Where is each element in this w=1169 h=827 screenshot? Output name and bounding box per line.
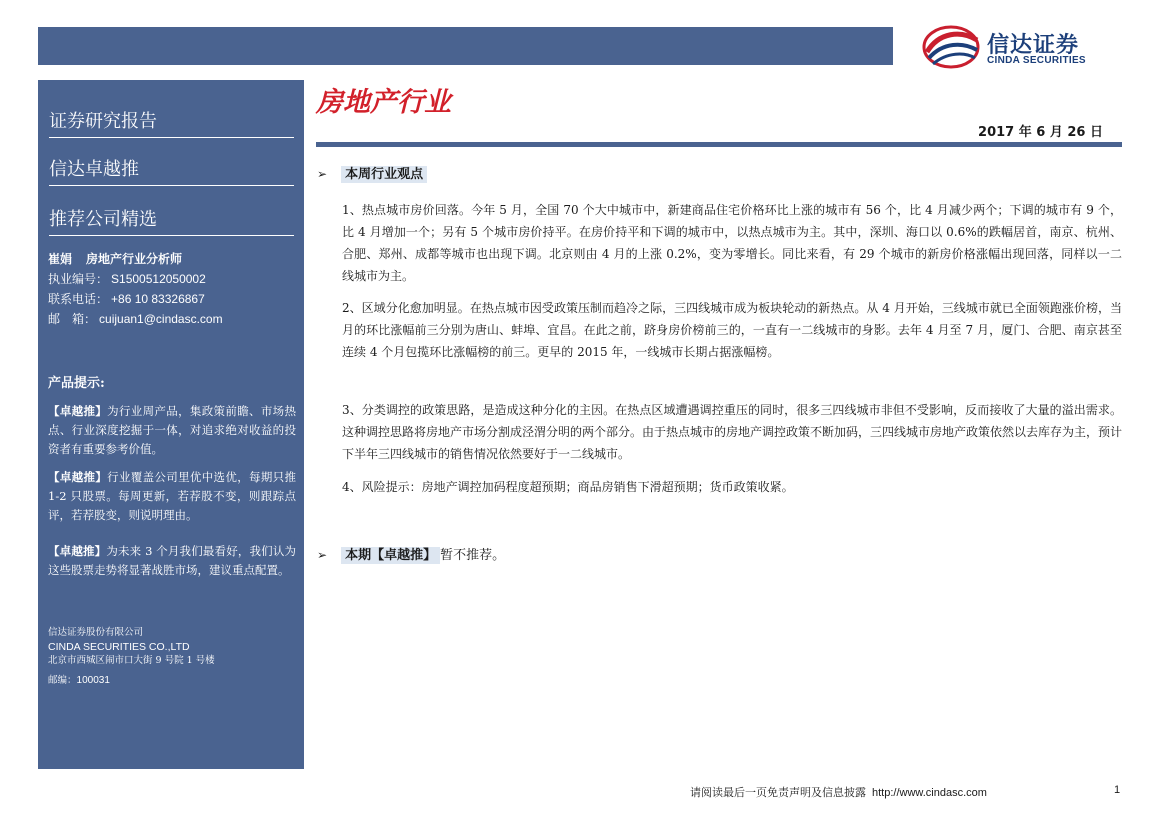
arrow-bullet-icon: ➢: [317, 548, 328, 562]
logo-cn-text: 信达证券: [987, 33, 1080, 58]
body-paragraph-1: 1、热点城市房价回落。今年 5 月，全国 70 个大中城市中，新建商品住宅价格环比上涨的城市有 56 个，比 4 月减少两个；下调的城市有 9 个，比 4 月增加一个；另有 5 个城市房价持平。在房价持平和下调的城市中，以热点城市为主。其中，深圳、海口以 0.6%的跌幅居首，南京、杭州、合肥、郑州、成都等城市也出现下调。北京则由 4 月的上涨 0.2%，变为零增长。同比来看，有 29 个城市的新房价格涨幅出现回落，同样以一二线城市为主。: [342, 203, 1122, 283]
product-para-2: [48, 468, 296, 525]
website-link[interactable]: http://www.cindasc.com: [872, 787, 987, 799]
analyst-info: [48, 249, 223, 329]
recommendation-text: 暂不推荐。: [440, 548, 506, 563]
product-para-1: [48, 402, 296, 459]
logo-en-text: CINDA SECURITIES: [987, 55, 1086, 66]
product-heading: 产品提示:: [48, 376, 105, 391]
phone-label: 联系电话：: [48, 292, 109, 306]
column-name: 推荐公司精选: [49, 205, 294, 236]
analyst-name: 崔娟: [48, 252, 73, 266]
industry-title: 房地产行业: [316, 87, 451, 118]
body-paragraph-3: 3、分类调控的政策思路，是造成这种分化的主因。在热点区域遭遇调控重压的同时，很多三四线城市非但不受影响，反而接收了大量的溢出需求。这种调控思路将房地产市场分割成泾渭分明的两个部分。由于热点城市的房地产调控政策不断加码，三四线城市房地产政策依然以去库存为主，预计下半年三四线城市的销售情况依然要好于一二线城市。: [342, 403, 1123, 461]
section-title: 本期【卓越推】: [341, 547, 440, 564]
report-type: 证券研究报告: [49, 107, 294, 138]
disclaimer-text: 请阅读最后一页免责声明及信息披露: [690, 786, 866, 799]
company-name-cn: 信达证券股份有限公司: [48, 627, 144, 638]
body-paragraph-4: 4、风险提示：房地产调控加码程度超预期；商品房销售下滑超预期；货币政策收紧。: [342, 480, 794, 494]
product-text: 为行业周产品，集政策前瞻、市场热点、行业深度挖掘于一体，对追求绝对收益的投资者有重要参考价值。: [48, 404, 296, 456]
cinda-logo: [921, 22, 1126, 72]
section-title: 本周行业观点: [341, 166, 427, 183]
company-name-en: CINDA SECURITIES CO.,LTD: [48, 641, 190, 653]
product-tag: 【卓越推】: [48, 470, 108, 484]
email-label: 邮 箱：: [48, 312, 97, 326]
cinda-swoosh-logo-icon: [921, 22, 983, 72]
series-name: 信达卓越推: [49, 155, 294, 186]
page-number: 1: [1114, 784, 1121, 796]
product-text: 为未来 3 个月我们最看好，我们认为这些股票走势将显著战胜市场，建议重点配置。: [48, 544, 296, 577]
license-number: S1500512050002: [111, 272, 206, 286]
title-rule: [316, 142, 1122, 147]
analyst-title: 房地产行业分析师: [86, 252, 183, 266]
zip-code: 100031: [76, 675, 110, 686]
footer-notice: [690, 784, 987, 800]
report-date: 2017 年 6 月 26 日: [978, 125, 1103, 140]
product-para-3: [48, 542, 296, 580]
arrow-bullet-icon: ➢: [317, 167, 328, 181]
company-info: [48, 626, 215, 688]
email-link[interactable]: cuijuan1@cindasc.com: [99, 312, 223, 326]
sidebar: [38, 80, 304, 769]
product-tag: 【卓越推】: [48, 544, 107, 558]
header-band: [38, 27, 893, 65]
section-weekly-view: [317, 163, 427, 182]
company-address: 北京市西城区闹市口大街 9 号院 1 号楼: [48, 655, 215, 666]
zip-label: 邮编：: [48, 675, 77, 686]
product-text: 行业覆盖公司里优中选优，每期只推 1-2 只股票。每周更新，若荐股不变，则跟踪点评，若荐股变，则说明理由。: [48, 470, 296, 522]
body-paragraph-2: 2、区域分化愈加明显。在热点城市因受政策压制而趋冷之际，三四线城市成为板块轮动的新热点。从 4 月开始，三线城市就已全面领跑涨价榜，当月的环比涨幅前三分别为唐山、蚌埠、宜昌。在此之前，跻身房价榜前三的，一直有一二线城市的身影。去年 4 月至 7 月，厦门、合肥、南京甚至连续 4 个月包揽环比涨幅榜的前三。更早的 2015 年，一线城市长期占据涨幅榜。: [342, 301, 1122, 359]
license-label: 执业编号：: [48, 272, 109, 286]
product-tag: 【卓越推】: [48, 404, 108, 418]
section-recommendation: [317, 544, 505, 563]
phone-number: +86 10 83326867: [111, 292, 205, 306]
